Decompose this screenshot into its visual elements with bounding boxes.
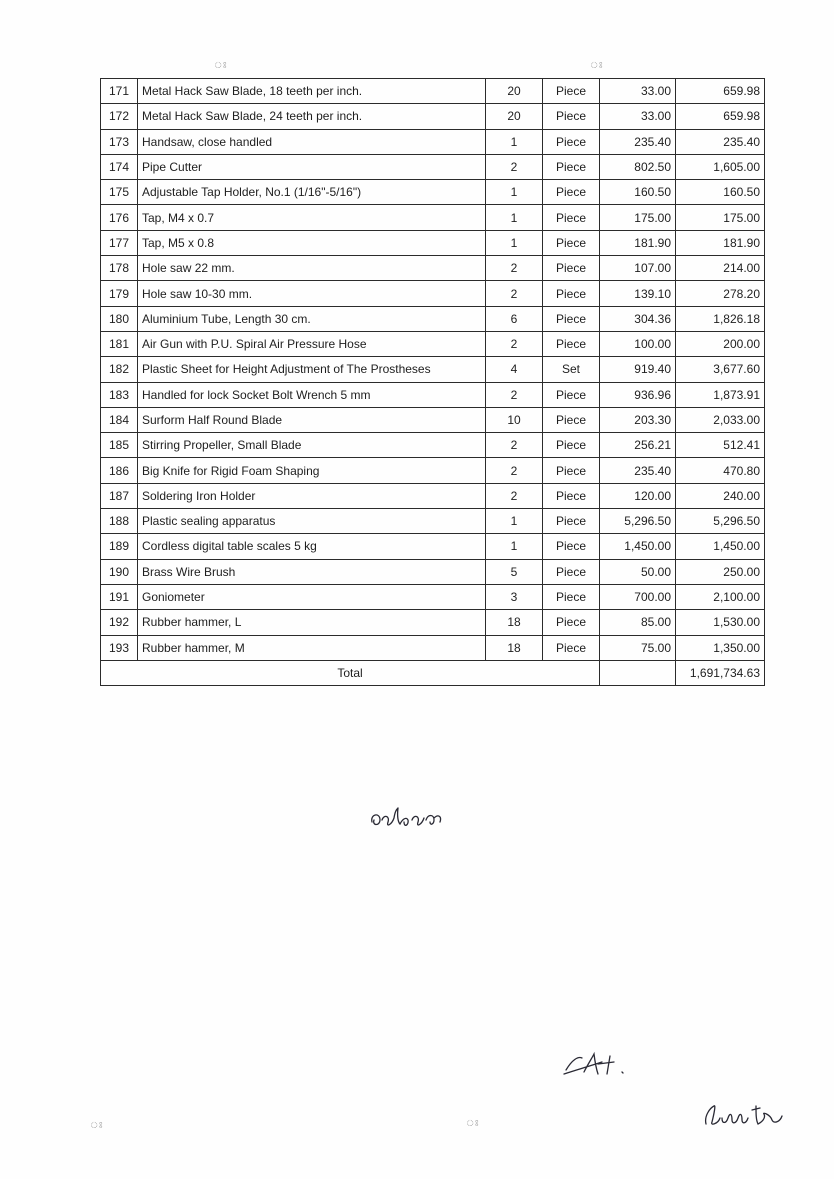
item-unit: Piece [543,509,600,534]
item-description: Brass Wire Brush [138,559,486,584]
item-amount: 659.98 [676,104,765,129]
item-amount: 659.98 [676,79,765,104]
scan-speck-mark: ঃ [214,60,228,70]
item-number: 183 [101,382,138,407]
item-unit: Piece [543,559,600,584]
scan-speck-mark: ঃ [590,60,604,70]
item-amount: 1,450.00 [676,534,765,559]
table-row [101,458,765,483]
item-unit: Piece [543,331,600,356]
item-quantity: 1 [486,509,543,534]
item-unit: Piece [543,433,600,458]
item-quantity: 2 [486,256,543,281]
table-row [101,180,765,205]
table-row [101,559,765,584]
item-amount: 181.90 [676,230,765,255]
item-unit: Piece [543,610,600,635]
table-row [101,331,765,356]
item-unit-price: 100.00 [600,331,676,356]
items-table [100,78,765,686]
table-row [101,357,765,382]
item-unit: Piece [543,534,600,559]
item-number: 181 [101,331,138,356]
item-unit: Piece [543,104,600,129]
item-unit: Piece [543,407,600,432]
item-unit-price: 33.00 [600,104,676,129]
item-number: 186 [101,458,138,483]
table-row [101,205,765,230]
item-unit-price: 181.90 [600,230,676,255]
item-unit: Piece [543,584,600,609]
item-description: Rubber hammer, L [138,610,486,635]
item-description: Stirring Propeller, Small Blade [138,433,486,458]
item-quantity: 3 [486,584,543,609]
item-unit-price: 700.00 [600,584,676,609]
item-unit: Piece [543,180,600,205]
item-quantity: 2 [486,154,543,179]
item-description: Plastic sealing apparatus [138,509,486,534]
table-row [101,610,765,635]
table-row [101,154,765,179]
item-number: 175 [101,180,138,205]
table-row [101,129,765,154]
item-number: 177 [101,230,138,255]
table-row [101,256,765,281]
item-description: Cordless digital table scales 5 kg [138,534,486,559]
item-amount: 2,100.00 [676,584,765,609]
item-unit-price: 235.40 [600,458,676,483]
table-row [101,104,765,129]
item-unit-price: 203.30 [600,407,676,432]
item-description: Big Knife for Rigid Foam Shaping [138,458,486,483]
item-amount: 1,873.91 [676,382,765,407]
item-description: Soldering Iron Holder [138,483,486,508]
item-description: Aluminium Tube, Length 30 cm. [138,306,486,331]
item-number: 193 [101,635,138,660]
item-amount: 175.00 [676,205,765,230]
item-unit-price: 256.21 [600,433,676,458]
item-amount: 3,677.60 [676,357,765,382]
item-quantity: 18 [486,610,543,635]
item-number: 182 [101,357,138,382]
item-unit: Piece [543,635,600,660]
item-description: Tap, M5 x 0.8 [138,230,486,255]
table-row [101,281,765,306]
item-number: 178 [101,256,138,281]
item-number: 179 [101,281,138,306]
item-description: Tap, M4 x 0.7 [138,205,486,230]
item-quantity: 2 [486,433,543,458]
table-row [101,483,765,508]
item-amount: 1,530.00 [676,610,765,635]
items-table-body [101,79,765,661]
item-unit-price: 139.10 [600,281,676,306]
table-row [101,584,765,609]
scan-speck-mark: ঃ [90,1120,104,1130]
item-quantity: 1 [486,534,543,559]
item-quantity: 5 [486,559,543,584]
item-unit-price: 50.00 [600,559,676,584]
item-amount: 200.00 [676,331,765,356]
item-amount: 5,296.50 [676,509,765,534]
item-description: Plastic Sheet for Height Adjustment of The Prostheses [138,357,486,382]
item-quantity: 18 [486,635,543,660]
scan-speck-mark: ঃ [466,1118,480,1128]
item-quantity: 1 [486,205,543,230]
item-unit: Piece [543,306,600,331]
item-quantity: 4 [486,357,543,382]
item-unit-price: 160.50 [600,180,676,205]
item-amount: 278.20 [676,281,765,306]
item-unit-price: 936.96 [600,382,676,407]
item-unit: Piece [543,129,600,154]
item-number: 189 [101,534,138,559]
item-unit-price: 1,450.00 [600,534,676,559]
item-unit-price: 33.00 [600,79,676,104]
item-quantity: 1 [486,180,543,205]
item-number: 190 [101,559,138,584]
item-quantity: 2 [486,458,543,483]
item-amount: 512.41 [676,433,765,458]
total-amount: 1,691,734.63 [676,660,765,685]
item-quantity: 1 [486,129,543,154]
item-unit-price: 85.00 [600,610,676,635]
handwritten-signature-thai [368,800,448,830]
item-description: Handsaw, close handled [138,129,486,154]
item-quantity: 1 [486,230,543,255]
table-row [101,79,765,104]
item-description: Metal Hack Saw Blade, 24 teeth per inch. [138,104,486,129]
total-label: Total [101,660,600,685]
item-unit: Piece [543,382,600,407]
item-number: 188 [101,509,138,534]
item-number: 171 [101,79,138,104]
handwritten-initials [562,1050,634,1078]
item-quantity: 2 [486,281,543,306]
total-row [101,660,765,685]
item-description: Hole saw 22 mm. [138,256,486,281]
item-number: 180 [101,306,138,331]
item-number: 176 [101,205,138,230]
item-unit: Set [543,357,600,382]
item-unit-price: 175.00 [600,205,676,230]
item-number: 191 [101,584,138,609]
item-unit: Piece [543,483,600,508]
item-description: Adjustable Tap Holder, No.1 (1/16"-5/16") [138,180,486,205]
item-unit-price: 235.40 [600,129,676,154]
table-row [101,407,765,432]
table-row [101,382,765,407]
item-description: Handled for lock Socket Bolt Wrench 5 mm [138,382,486,407]
item-unit-price: 802.50 [600,154,676,179]
item-amount: 235.40 [676,129,765,154]
table-row [101,433,765,458]
item-number: 185 [101,433,138,458]
item-description: Goniometer [138,584,486,609]
item-quantity: 2 [486,483,543,508]
table-row [101,635,765,660]
total-empty-cell [600,660,676,685]
handwritten-signature-bottom-right [700,1100,786,1130]
item-unit-price: 107.00 [600,256,676,281]
item-description: Air Gun with P.U. Spiral Air Pressure Hose [138,331,486,356]
table-row [101,230,765,255]
item-amount: 160.50 [676,180,765,205]
item-description: Pipe Cutter [138,154,486,179]
item-number: 174 [101,154,138,179]
item-number: 184 [101,407,138,432]
item-quantity: 20 [486,79,543,104]
item-amount: 2,033.00 [676,407,765,432]
item-quantity: 2 [486,331,543,356]
item-amount: 1,826.18 [676,306,765,331]
item-description: Rubber hammer, M [138,635,486,660]
table-row [101,306,765,331]
item-number: 192 [101,610,138,635]
item-unit: Piece [543,281,600,306]
item-unit: Piece [543,79,600,104]
item-amount: 240.00 [676,483,765,508]
item-unit: Piece [543,458,600,483]
item-description: Metal Hack Saw Blade, 18 teeth per inch. [138,79,486,104]
table-row [101,534,765,559]
item-quantity: 20 [486,104,543,129]
item-amount: 214.00 [676,256,765,281]
item-amount: 250.00 [676,559,765,584]
item-description: Hole saw 10-30 mm. [138,281,486,306]
item-amount: 1,350.00 [676,635,765,660]
item-number: 173 [101,129,138,154]
item-unit-price: 304.36 [600,306,676,331]
item-unit-price: 75.00 [600,635,676,660]
item-unit: Piece [543,205,600,230]
item-amount: 1,605.00 [676,154,765,179]
item-unit: Piece [543,230,600,255]
item-quantity: 10 [486,407,543,432]
item-quantity: 6 [486,306,543,331]
item-unit-price: 120.00 [600,483,676,508]
item-quantity: 2 [486,382,543,407]
item-unit: Piece [543,154,600,179]
item-unit-price: 5,296.50 [600,509,676,534]
table-row [101,509,765,534]
item-unit-price: 919.40 [600,357,676,382]
item-number: 172 [101,104,138,129]
item-number: 187 [101,483,138,508]
item-description: Surform Half Round Blade [138,407,486,432]
item-amount: 470.80 [676,458,765,483]
item-unit: Piece [543,256,600,281]
